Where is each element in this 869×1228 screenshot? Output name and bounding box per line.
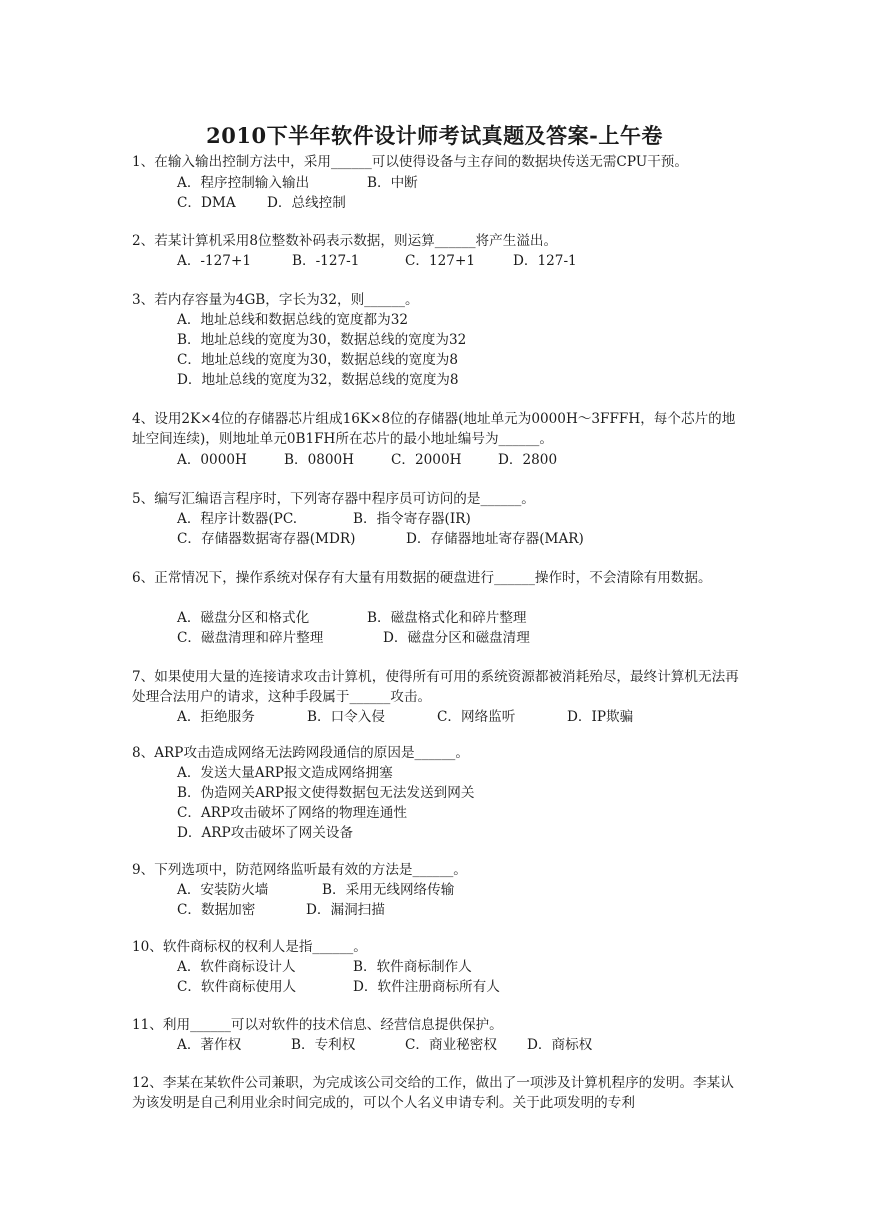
question-10-option-a: A．软件商标设计人 [177, 959, 296, 975]
question-5-option-a: A．程序计数器(PC. [177, 511, 298, 527]
question-6-stem: 6、正常情况下，操作系统对保存有大量有用数据的硬盘进行______操作时，不会清除有用数据。 [132, 570, 712, 586]
question-10-option-b: B．软件商标制作人 [353, 959, 472, 975]
question-11-stem: 11、利用______可以对软件的技术信息、经营信息提供保护。 [132, 1017, 503, 1033]
question-6-option-d: D．磁盘分区和磁盘清理 [383, 630, 530, 646]
question-11-option-c: C．商业秘密权 [405, 1037, 497, 1053]
question-7-option-a: A．拒绝服务 [177, 709, 255, 725]
question-9-stem: 9、下列选项中，防范网络监听最有效的方法是______。 [132, 862, 467, 878]
question-9-option-d: D．漏洞扫描 [306, 902, 385, 918]
question-4-option-b: B．0800H [284, 452, 355, 468]
question-1-option-d: D．总线控制 [267, 195, 346, 211]
question-1-option-a: A．程序控制输入输出 [177, 175, 310, 191]
question-5-option-b: B．指令寄存器(IR) [353, 511, 471, 527]
question-4-option-c: C．2000H [391, 452, 462, 468]
question-9-option-c: C．数据加密 [177, 902, 256, 918]
question-11-option-a: A．著作权 [177, 1037, 242, 1053]
question-5-option-d: D．存储器地址寄存器(MAR) [406, 531, 584, 547]
question-4-option-d: D．2800 [498, 452, 558, 468]
question-8-stem: 8、ARP攻击造成网络无法跨网段通信的原因是______。 [132, 745, 469, 761]
question-12-stem: 12、李某在某软件公司兼职，为完成该公司交给的工作，做出了一项涉及计算机程序的发明。李某认为该发明是自己利用业余时间完成的，可以个人名义申请专利。关于此项发明的专利 [132, 1075, 734, 1111]
question-3-option-b: B．地址总线的宽度为30，数据总线的宽度为32 [177, 332, 467, 348]
question-6-option-b: B．磁盘格式化和碎片整理 [367, 610, 527, 626]
question-7-option-b: B．口令入侵 [307, 709, 385, 725]
question-3-stem: 3、若内存容量为4GB，字长为32，则______。 [132, 292, 419, 308]
question-3-option-c: C．地址总线的宽度为30，数据总线的宽度为8 [177, 352, 459, 368]
question-3-option-d: D．地址总线的宽度为32，数据总线的宽度为8 [177, 372, 459, 388]
question-4-stem: 4、设用2K×4位的存储器芯片组成16K×8位的存储器(地址单元为0000H～3FFFH，每个芯片的地址空间连续)，则地址单元0B1FH所在芯片的最小地址编号为______。 [132, 411, 736, 447]
question-7-option-d: D．IP欺骗 [567, 709, 634, 725]
question-10-stem: 10、软件商标权的权利人是指______。 [132, 939, 367, 955]
question-10-option-d: D．软件注册商标所有人 [353, 979, 500, 995]
question-5-stem: 5、编写汇编语言程序时，下列寄存器中程序员可访问的是______。 [132, 491, 535, 507]
question-4-option-a: A．0000H [177, 452, 247, 468]
question-11-option-b: B．专利权 [291, 1037, 356, 1053]
question-8-option-d: D．ARP攻击破坏了网关设备 [177, 825, 354, 841]
question-9-option-b: B．采用无线网络传输 [322, 882, 455, 898]
question-7-option-c: C．网络监听 [437, 709, 516, 725]
question-5-option-c: C．存储器数据寄存器(MDR) [177, 531, 356, 547]
question-6-option-a: A．磁盘分区和格式化 [177, 610, 310, 626]
question-8-option-a: A．发送大量ARP报文造成网络拥塞 [177, 765, 393, 781]
question-1-stem: 1、在输入输出控制方法中，采用______可以使得设备与主存间的数据块传送无需CPU干预。 [132, 154, 688, 170]
question-6-option-c: C．磁盘清理和碎片整理 [177, 630, 324, 646]
question-2-option-d: D．127-1 [513, 253, 577, 269]
question-9-option-a: A．安装防火墙 [177, 882, 269, 898]
question-2-option-a: A．-127+1 [177, 253, 251, 269]
question-3-option-a: A．地址总线和数据总线的宽度都为32 [177, 312, 409, 328]
question-8-option-b: B．伪造网关ARP报文使得数据包无法发送到网关 [177, 785, 475, 801]
question-11-option-d: D．商标权 [527, 1037, 593, 1053]
question-2-stem: 2、若某计算机采用8位整数补码表示数据，则运算______将产生溢出。 [132, 233, 558, 249]
question-8-option-c: C．ARP攻击破坏了网络的物理连通性 [177, 805, 407, 821]
question-1-option-c: C．DMA [177, 195, 236, 211]
question-10-option-c: C．软件商标使用人 [177, 979, 297, 995]
question-2-option-c: C．127+1 [405, 253, 475, 269]
question-2-option-b: B．-127-1 [292, 253, 360, 269]
question-1-option-b: B．中断 [367, 175, 418, 191]
question-7-stem: 7、如果使用大量的连接请求攻击计算机，使得所有可用的系统资源都被消耗殆尽，最终计算机无法再处理合法用户的请求，这种手段属于______攻击。 [132, 669, 739, 705]
page-title: 2010下半年软件设计师考试真题及答案-上午卷 [206, 123, 663, 148]
